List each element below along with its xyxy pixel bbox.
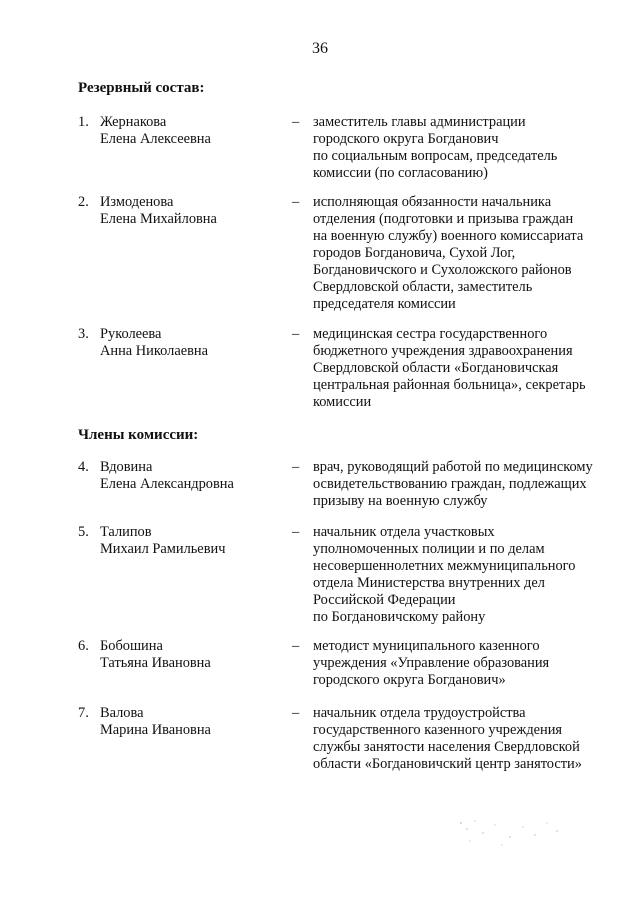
- description-line: Свердловской области, заместитель: [313, 279, 533, 295]
- description-line: области «Богдановичский центр занятости»: [313, 756, 582, 772]
- description-line: по социальным вопросам, председатель: [313, 148, 558, 164]
- dash-separator: –: [292, 638, 300, 654]
- description-line: председателя комиссии: [313, 296, 456, 312]
- position-description: [313, 705, 613, 773]
- reserve-heading: Резервный состав:: [78, 80, 205, 96]
- dash-separator: –: [292, 326, 300, 342]
- person-name: [100, 524, 300, 558]
- surname: Валова: [100, 705, 144, 721]
- description-line: Российской Федерации: [313, 592, 456, 608]
- description-line: отделения (подготовки и призыва граждан: [313, 211, 574, 227]
- description-line: начальник отдела участковых: [313, 524, 495, 540]
- dash-separator: –: [292, 459, 300, 475]
- surname: Руколеева: [100, 326, 162, 342]
- dash-separator: –: [292, 524, 300, 540]
- description-line: заместитель главы администрации: [313, 114, 526, 130]
- description-line: учреждения «Управление образования: [313, 655, 550, 671]
- position-description: [313, 194, 613, 313]
- description-line: Свердловской области «Богдановичская: [313, 360, 559, 376]
- given-names: Анна Николаевна: [100, 343, 208, 359]
- description-line: начальник отдела трудоустройства: [313, 705, 526, 721]
- description-line: по Богдановичскому району: [313, 609, 486, 625]
- entry-number: 1.: [78, 114, 89, 130]
- position-description: [313, 638, 613, 689]
- position-description: [313, 459, 613, 510]
- page-number: 36: [312, 40, 328, 57]
- description-line: на военную службу) военного комиссариата: [313, 228, 584, 244]
- description-line: освидетельствованию граждан, подлежащих: [313, 476, 587, 492]
- entry-number: 3.: [78, 326, 89, 342]
- given-names: Марина Ивановна: [100, 722, 211, 738]
- person-name: [100, 326, 300, 360]
- position-description: [313, 524, 613, 626]
- position-description: [313, 326, 613, 411]
- description-line: центральная районная больница», секретарь: [313, 377, 586, 393]
- given-names: Михаил Рамильевич: [100, 541, 226, 557]
- dash-separator: –: [292, 114, 300, 130]
- description-line: врач, руководящий работой по медицинскому: [313, 459, 593, 475]
- person-name: [100, 194, 300, 228]
- given-names: Елена Михайловна: [100, 211, 217, 227]
- entry-number: 2.: [78, 194, 89, 210]
- description-line: городского округа Богданович: [313, 131, 499, 147]
- person-name: [100, 638, 300, 672]
- dash-separator: –: [292, 705, 300, 721]
- description-line: городов Богдановича, Сухой Лог,: [313, 245, 516, 261]
- description-line: комиссии: [313, 394, 372, 410]
- description-line: уполномоченных полиции и по делам: [313, 541, 545, 557]
- position-description: [313, 114, 613, 182]
- description-line: призыву на военную службу: [313, 493, 488, 509]
- surname: Талипов: [100, 524, 152, 540]
- description-line: отдела Министерства внутренних дел: [313, 575, 545, 591]
- surname: Измоденова: [100, 194, 174, 210]
- members-heading: Члены комиссии:: [78, 427, 199, 443]
- person-name: [100, 459, 300, 493]
- dash-separator: –: [292, 194, 300, 210]
- given-names: Елена Алексеевна: [100, 131, 211, 147]
- given-names: Татьяна Ивановна: [100, 655, 211, 671]
- description-line: несовершеннолетних межмуниципального: [313, 558, 576, 574]
- description-line: Богдановичского и Сухоложского районов: [313, 262, 572, 278]
- description-line: государственного казенного учреждения: [313, 722, 563, 738]
- description-line: комиссии (по согласованию): [313, 165, 488, 181]
- entry-number: 7.: [78, 705, 89, 721]
- description-line: методист муниципального казенного: [313, 638, 540, 654]
- entry-number: 4.: [78, 459, 89, 475]
- description-line: исполняющая обязанности начальника: [313, 194, 552, 210]
- person-name: [100, 705, 300, 739]
- entry-number: 6.: [78, 638, 89, 654]
- person-name: [100, 114, 300, 148]
- given-names: Елена Александровна: [100, 476, 234, 492]
- surname: Вдовина: [100, 459, 153, 475]
- description-line: медицинская сестра государственного: [313, 326, 548, 342]
- scan-noise-marks: [455, 815, 565, 855]
- surname: Бобошина: [100, 638, 163, 654]
- description-line: службы занятости населения Свердловской: [313, 739, 580, 755]
- description-line: бюджетного учреждения здравоохранения: [313, 343, 573, 359]
- surname: Жернакова: [100, 114, 167, 130]
- entry-number: 5.: [78, 524, 89, 540]
- description-line: городского округа Богданович»: [313, 672, 506, 688]
